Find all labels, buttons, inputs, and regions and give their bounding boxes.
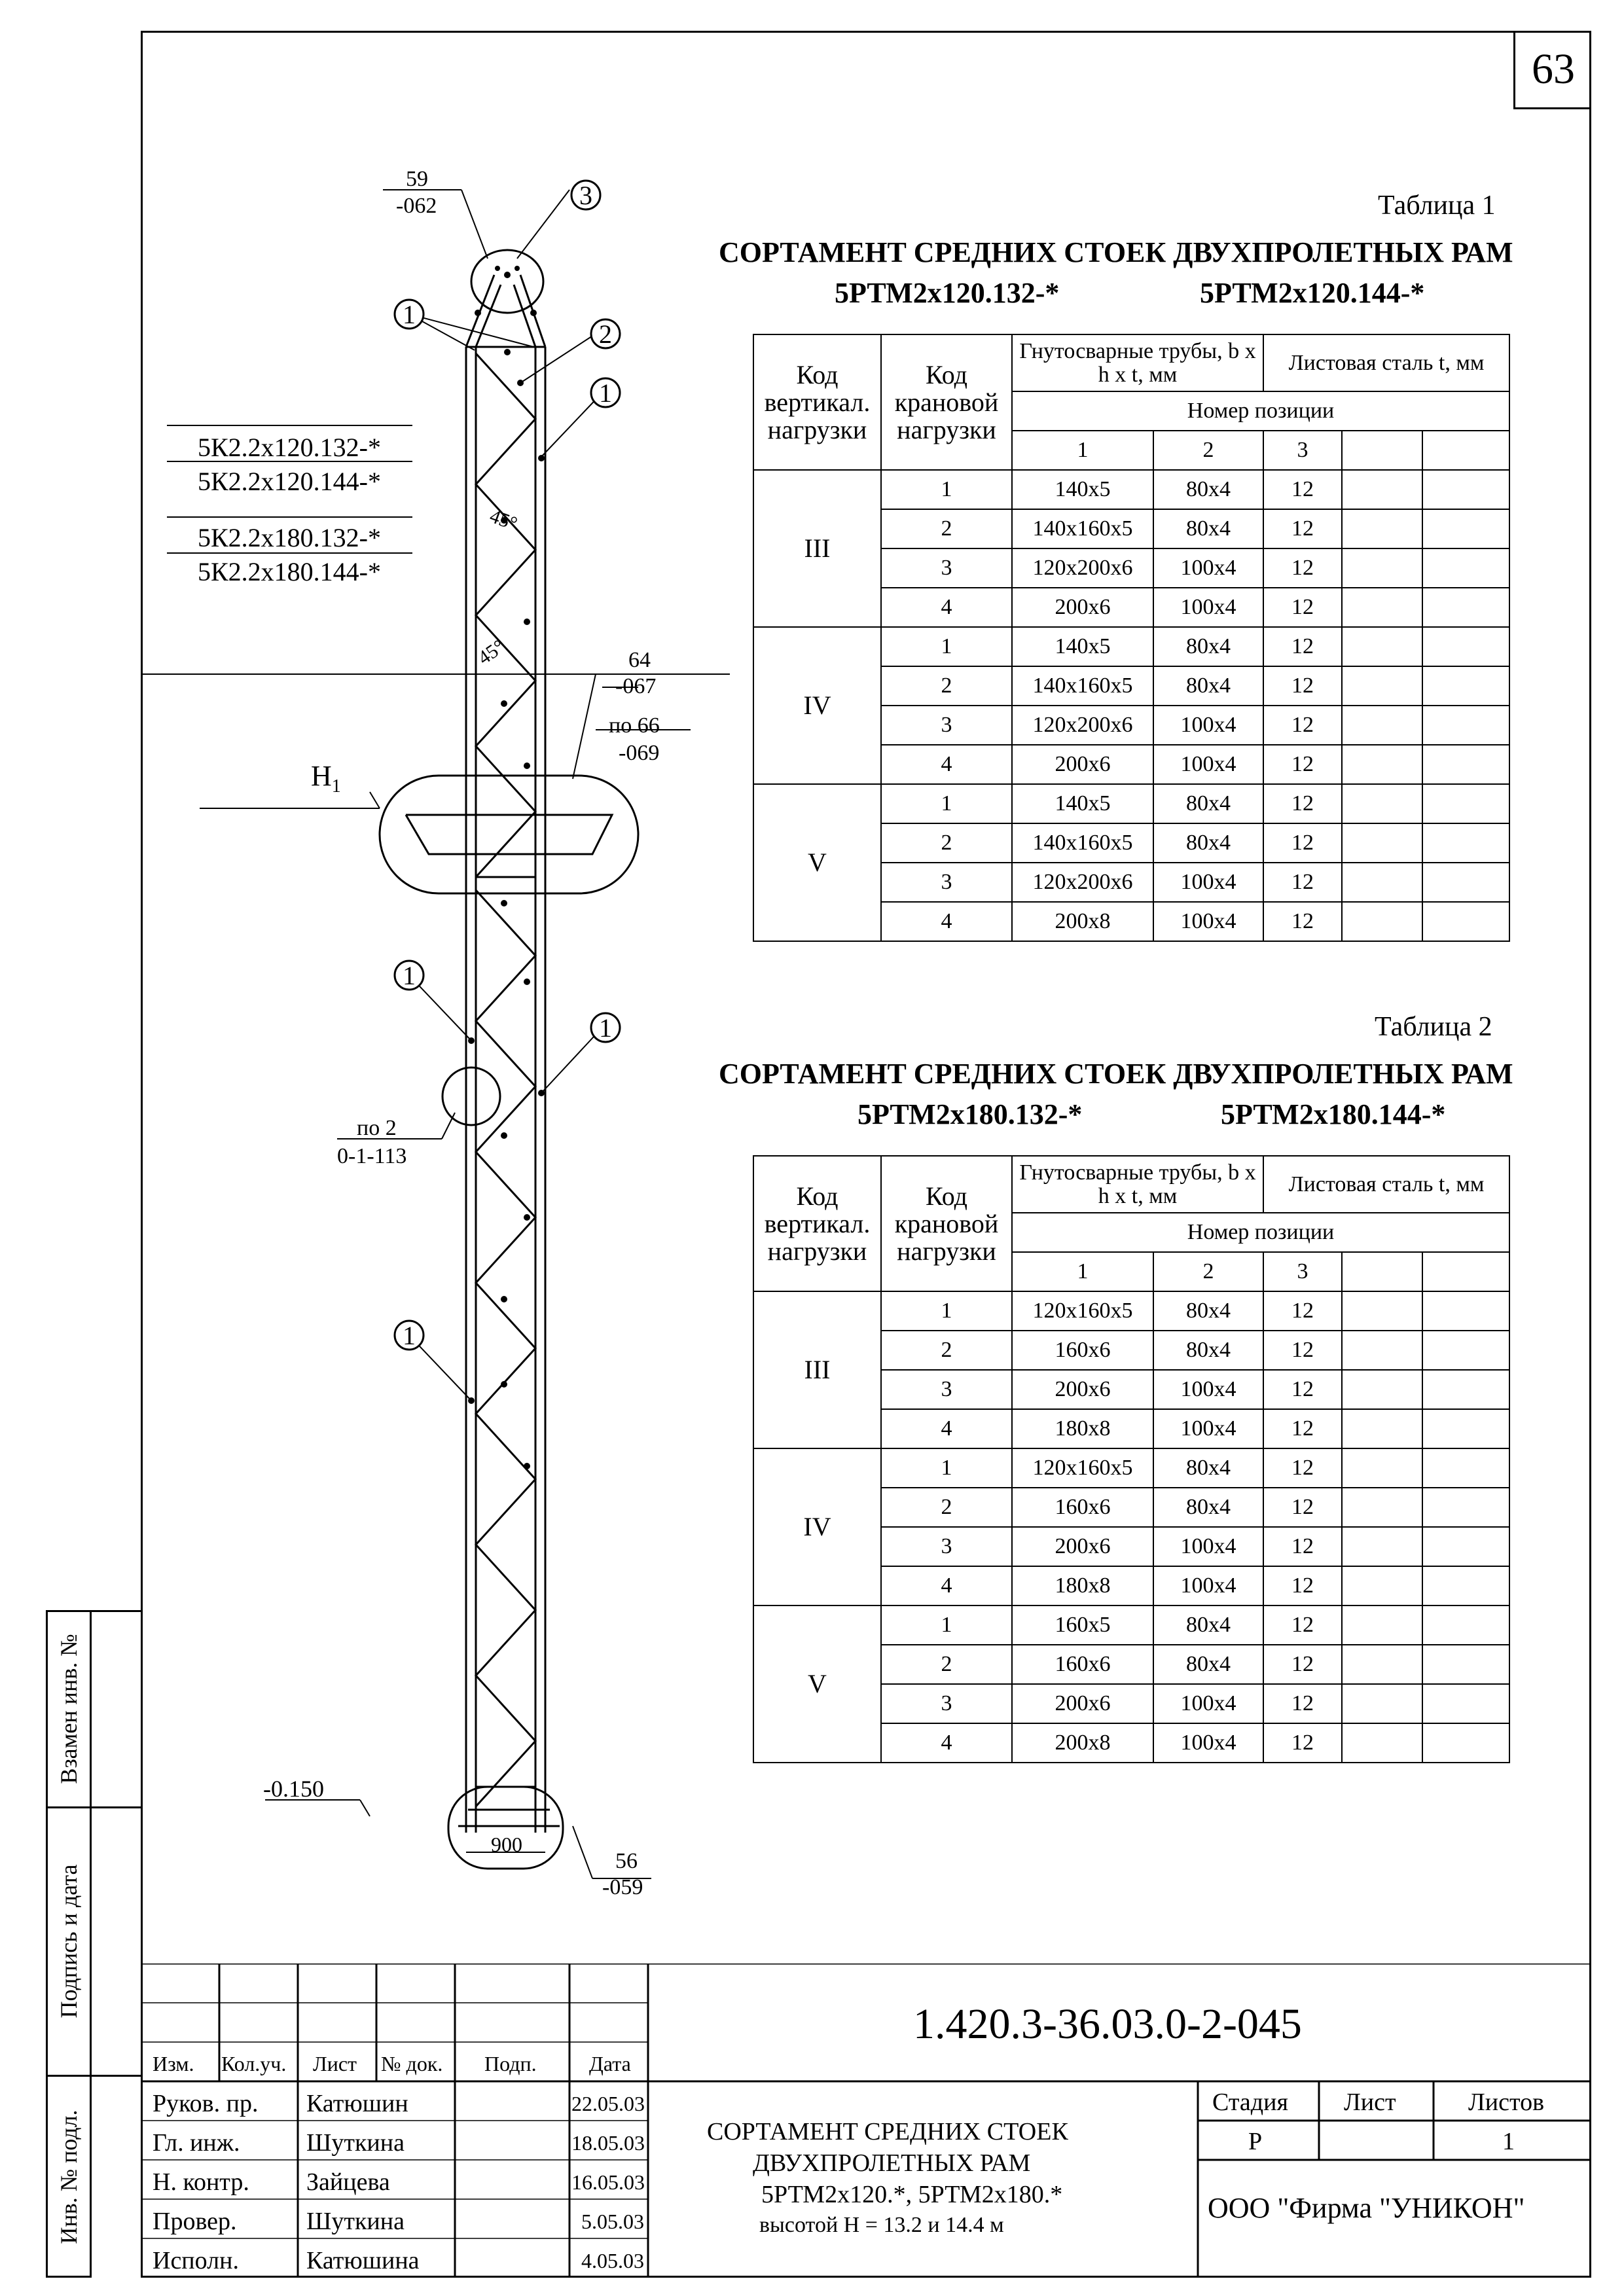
table-cell: 12 bbox=[1263, 1566, 1342, 1605]
t2-col-vert: Код вертикал. нагрузки bbox=[753, 1156, 881, 1291]
person-date: 4.05.03 bbox=[581, 2249, 644, 2272]
angle-label-2: 45° bbox=[474, 636, 509, 670]
table-cell bbox=[1342, 823, 1422, 863]
table-cell: 12 bbox=[1263, 745, 1342, 784]
ref-mid-num: 64 bbox=[628, 648, 651, 672]
svg-text:1: 1 bbox=[599, 1013, 612, 1043]
table-cell: 160x6 bbox=[1012, 1645, 1153, 1684]
table2-title-line2a: 5РТМ2x180.132-* bbox=[857, 1098, 1083, 1130]
margin-divider-outer bbox=[92, 1610, 141, 2278]
table-cell bbox=[1342, 1723, 1422, 1763]
table-cell: 80x4 bbox=[1153, 1331, 1263, 1370]
table1 bbox=[753, 334, 1510, 942]
t2-group-code: III bbox=[753, 1291, 881, 1448]
table-cell: 80x4 bbox=[1153, 509, 1263, 548]
table-cell bbox=[1342, 666, 1422, 706]
table-cell: 80x4 bbox=[1153, 627, 1263, 666]
t1-pos-1: 1 bbox=[1012, 431, 1153, 470]
person-date: 18.05.03 bbox=[571, 2131, 645, 2155]
table-cell: 120x160x5 bbox=[1012, 1291, 1153, 1331]
level-label: -0.150 bbox=[263, 1776, 324, 1802]
table-cell bbox=[1422, 627, 1509, 666]
title-line3: 5РТМ2x120.*, 5РТМ2x180.* bbox=[761, 2181, 1063, 2208]
table-cell bbox=[1342, 1684, 1422, 1723]
table-cell bbox=[1422, 666, 1509, 706]
svg-text:1: 1 bbox=[403, 961, 416, 990]
rev-header-doc: № док. bbox=[381, 2052, 443, 2075]
table-cell bbox=[1422, 470, 1509, 509]
t1-body bbox=[753, 470, 1509, 941]
table-cell: 4 bbox=[881, 902, 1012, 941]
table-cell: 80x4 bbox=[1153, 1448, 1263, 1488]
table-cell: 200x6 bbox=[1012, 745, 1153, 784]
doc-code: 1.420.3-36.03.0-2-045 bbox=[913, 2000, 1302, 2048]
person-name: Зайцева bbox=[306, 2168, 390, 2196]
table-cell: 3 bbox=[881, 548, 1012, 588]
table-cell: 12 bbox=[1263, 863, 1342, 902]
margin-podpis-label: Подпись и дата bbox=[56, 1864, 82, 2018]
table-cell: 160x6 bbox=[1012, 1488, 1153, 1527]
table-cell: 80x4 bbox=[1153, 1645, 1263, 1684]
table-cell: 160x6 bbox=[1012, 1331, 1153, 1370]
table-cell bbox=[1342, 784, 1422, 823]
table-cell: 4 bbox=[881, 1409, 1012, 1448]
t1-pos-empty bbox=[1342, 431, 1422, 470]
t2-pos-3: 3 bbox=[1263, 1252, 1342, 1291]
table-cell: 140x160x5 bbox=[1012, 823, 1153, 863]
table-cell bbox=[1342, 1409, 1422, 1448]
table-cell: 100x4 bbox=[1153, 1566, 1263, 1605]
table-cell: 1 bbox=[881, 1448, 1012, 1488]
table2 bbox=[753, 1155, 1510, 1763]
table-cell: 80x4 bbox=[1153, 1488, 1263, 1527]
table-cell bbox=[1422, 1370, 1509, 1409]
table-cell: 120x200x6 bbox=[1012, 548, 1153, 588]
table-cell bbox=[1422, 863, 1509, 902]
table-cell: 140x160x5 bbox=[1012, 509, 1153, 548]
table-cell bbox=[1342, 1448, 1422, 1488]
table-cell: 4 bbox=[881, 1723, 1012, 1763]
page-number: 63 bbox=[1513, 31, 1591, 109]
table-cell: 100x4 bbox=[1153, 588, 1263, 627]
table-cell bbox=[1422, 1291, 1509, 1331]
table-cell bbox=[1342, 1605, 1422, 1645]
person-role: Гл. инж. bbox=[153, 2129, 240, 2157]
h1-label: $H_1$ bbox=[311, 760, 341, 797]
table-cell: 180x8 bbox=[1012, 1566, 1153, 1605]
table-cell: 12 bbox=[1263, 1370, 1342, 1409]
sheets-value: 1 bbox=[1502, 2128, 1515, 2155]
ref-node-num: по 2 bbox=[357, 1116, 397, 1140]
t1-group-code: V bbox=[753, 784, 881, 941]
t2-pos-empty bbox=[1342, 1252, 1422, 1291]
table-cell: 100x4 bbox=[1153, 1684, 1263, 1723]
ref-top-den: -062 bbox=[396, 194, 437, 218]
table1-caption: Таблица 1 bbox=[1378, 190, 1496, 221]
table2-caption: Таблица 2 bbox=[1375, 1012, 1492, 1042]
person-date: 16.05.03 bbox=[571, 2170, 645, 2194]
ref-mid2-num: по 66 bbox=[609, 713, 660, 738]
table-cell bbox=[1342, 706, 1422, 745]
table-cell bbox=[1342, 509, 1422, 548]
person-role: Провер. bbox=[153, 2208, 237, 2235]
table-cell: 2 bbox=[881, 823, 1012, 863]
table-cell: 100x4 bbox=[1153, 745, 1263, 784]
rev-header-list: Лист bbox=[313, 2052, 357, 2075]
ref-node-den: 0-1-113 bbox=[337, 1144, 407, 1168]
table-cell: 80x4 bbox=[1153, 1291, 1263, 1331]
rev-header-date: Дата bbox=[589, 2052, 631, 2075]
t1-group-code: III bbox=[753, 470, 881, 627]
table-cell bbox=[1342, 1291, 1422, 1331]
t2-group-code: V bbox=[753, 1605, 881, 1763]
table-cell: 80x4 bbox=[1153, 784, 1263, 823]
svg-text:1: 1 bbox=[599, 378, 612, 408]
title-line4: высотой H = 13.2 и 14.4 м bbox=[759, 2213, 1004, 2237]
person-date: 5.05.03 bbox=[581, 2210, 644, 2233]
table-cell: 200x6 bbox=[1012, 1527, 1153, 1566]
table-cell: 12 bbox=[1263, 1605, 1342, 1645]
table1-title-line2b: 5РТМ2x120.144-* bbox=[1200, 277, 1425, 309]
t2-pos-1: 1 bbox=[1012, 1252, 1153, 1291]
svg-text:2: 2 bbox=[599, 319, 612, 349]
table-cell: 2 bbox=[881, 509, 1012, 548]
table-cell: 180x8 bbox=[1012, 1409, 1153, 1448]
table-cell: 200x6 bbox=[1012, 1370, 1153, 1409]
t2-col-pos: Номер позиции bbox=[1012, 1213, 1509, 1252]
table-cell bbox=[1342, 627, 1422, 666]
table-cell bbox=[1422, 509, 1509, 548]
person-role: Н. контр. bbox=[153, 2168, 249, 2196]
table-cell: 12 bbox=[1263, 588, 1342, 627]
table-cell bbox=[1422, 1527, 1509, 1566]
margin-inv-label: Инв. № подл. bbox=[56, 2109, 82, 2244]
t1-group-code: IV bbox=[753, 627, 881, 784]
table-cell: 120x200x6 bbox=[1012, 706, 1153, 745]
t1-col-crane: Код крановой нагрузки bbox=[881, 334, 1012, 470]
table-cell bbox=[1422, 1409, 1509, 1448]
person-name: Шуткина bbox=[306, 2129, 405, 2157]
table-cell: 100x4 bbox=[1153, 1370, 1263, 1409]
table-cell: 12 bbox=[1263, 1291, 1342, 1331]
table-cell bbox=[1342, 470, 1422, 509]
table-cell: 12 bbox=[1263, 1527, 1342, 1566]
table-cell: 3 bbox=[881, 1527, 1012, 1566]
svg-text:1: 1 bbox=[403, 300, 416, 329]
t1-col-tubes: Гнутосварные трубы, b x h x t, мм bbox=[1012, 334, 1263, 391]
person-role: Исполн. bbox=[153, 2247, 239, 2274]
t2-body bbox=[753, 1291, 1509, 1763]
table-cell bbox=[1342, 1527, 1422, 1566]
label-5k-4: 5К2.2x180.144-* bbox=[198, 557, 381, 586]
table-cell: 1 bbox=[881, 627, 1012, 666]
table-cell bbox=[1422, 1645, 1509, 1684]
table-cell: 4 bbox=[881, 588, 1012, 627]
table-cell: 12 bbox=[1263, 1488, 1342, 1527]
t1-pos-empty bbox=[1422, 431, 1509, 470]
person-role: Руков. пр. bbox=[153, 2090, 259, 2117]
table-cell: 12 bbox=[1263, 823, 1342, 863]
table-cell bbox=[1422, 1331, 1509, 1370]
table-cell bbox=[1342, 1370, 1422, 1409]
table-cell: 100x4 bbox=[1153, 902, 1263, 941]
base-width-label: 900 bbox=[491, 1833, 522, 1856]
table-cell bbox=[1422, 823, 1509, 863]
label-5k-3: 5К2.2x180.132-* bbox=[198, 523, 381, 552]
table1-title-line1: СОРТАМЕНТ СРЕДНИХ СТОЕК ДВУХПРОЛЕТНЫХ РАМ bbox=[719, 236, 1513, 268]
table-cell: 1 bbox=[881, 1605, 1012, 1645]
ref-bot-num: 56 bbox=[615, 1849, 638, 1873]
table-cell: 80x4 bbox=[1153, 666, 1263, 706]
table-cell: 1 bbox=[881, 784, 1012, 823]
table-cell: 80x4 bbox=[1153, 823, 1263, 863]
table-cell: 120x200x6 bbox=[1012, 863, 1153, 902]
table-cell: 2 bbox=[881, 1645, 1012, 1684]
table-cell bbox=[1422, 1723, 1509, 1763]
t2-col-tubes: Гнутосварные трубы, b x h x t, мм bbox=[1012, 1156, 1263, 1213]
table-cell: 100x4 bbox=[1153, 1723, 1263, 1763]
table-cell: 12 bbox=[1263, 666, 1342, 706]
table-cell bbox=[1342, 745, 1422, 784]
table-cell bbox=[1422, 1684, 1509, 1723]
t1-col-vert: Код вертикал. нагрузки bbox=[753, 334, 881, 470]
company-name: ООО "Фирма "УНИКОН" bbox=[1208, 2192, 1525, 2224]
label-5k-2: 5К2.2x120.144-* bbox=[198, 467, 381, 496]
stage-value: Р bbox=[1248, 2128, 1263, 2155]
table2-title-line1: СОРТАМЕНТ СРЕДНИХ СТОЕК ДВУХПРОЛЕТНЫХ РАМ bbox=[719, 1058, 1513, 1090]
table-cell: 12 bbox=[1263, 1409, 1342, 1448]
t2-col-crane: Код крановой нагрузки bbox=[881, 1156, 1012, 1291]
table-cell: 12 bbox=[1263, 902, 1342, 941]
table-cell bbox=[1342, 1645, 1422, 1684]
table-cell bbox=[1342, 588, 1422, 627]
table-cell: 4 bbox=[881, 745, 1012, 784]
table-cell bbox=[1422, 588, 1509, 627]
table-cell bbox=[1422, 548, 1509, 588]
table-cell: 100x4 bbox=[1153, 863, 1263, 902]
t2-col-sheet: Листовая сталь t, мм bbox=[1263, 1156, 1509, 1213]
table-cell: 3 bbox=[881, 1370, 1012, 1409]
t1-col-pos: Номер позиции bbox=[1012, 391, 1509, 431]
table-cell: 12 bbox=[1263, 1331, 1342, 1370]
person-name: Катюшина bbox=[306, 2247, 420, 2274]
table-cell: 12 bbox=[1263, 1645, 1342, 1684]
table-cell: 140x5 bbox=[1012, 627, 1153, 666]
person-name: Катюшин bbox=[306, 2090, 408, 2117]
rev-header-podp: Подп. bbox=[484, 2052, 537, 2075]
table-cell: 200x6 bbox=[1012, 1684, 1153, 1723]
title-line1: СОРТАМЕНТ СРЕДНИХ СТОЕК bbox=[707, 2118, 1068, 2145]
table-cell bbox=[1422, 1488, 1509, 1527]
table-cell: 12 bbox=[1263, 784, 1342, 823]
svg-text:1: 1 bbox=[403, 1321, 416, 1350]
ref-bot-den: -059 bbox=[602, 1875, 643, 1899]
table-cell: 140x5 bbox=[1012, 784, 1153, 823]
table-cell: 2 bbox=[881, 1488, 1012, 1527]
t2-group-code: IV bbox=[753, 1448, 881, 1605]
label-5k-1: 5К2.2x120.132-* bbox=[198, 433, 381, 462]
table-cell: 12 bbox=[1263, 1723, 1342, 1763]
t2-pos-empty bbox=[1422, 1252, 1509, 1291]
rev-header-kolvo: Кол.уч. bbox=[221, 2052, 287, 2075]
table-cell: 120x160x5 bbox=[1012, 1448, 1153, 1488]
table-cell: 200x8 bbox=[1012, 1723, 1153, 1763]
table-cell bbox=[1422, 1605, 1509, 1645]
table-cell bbox=[1422, 1566, 1509, 1605]
ref-top-num: 59 bbox=[406, 167, 428, 191]
table-cell bbox=[1342, 548, 1422, 588]
table-cell: 12 bbox=[1263, 470, 1342, 509]
t1-col-sheet: Листовая сталь t, мм bbox=[1263, 334, 1509, 391]
table2-title-line2b: 5РТМ2x180.144-* bbox=[1221, 1098, 1446, 1130]
table-cell: 12 bbox=[1263, 509, 1342, 548]
table-cell bbox=[1342, 1566, 1422, 1605]
table-cell: 1 bbox=[881, 470, 1012, 509]
table-cell: 3 bbox=[881, 706, 1012, 745]
table-cell: 2 bbox=[881, 1331, 1012, 1370]
table1-title-line2a: 5РТМ2x120.132-* bbox=[835, 277, 1060, 309]
t1-pos-3: 3 bbox=[1263, 431, 1342, 470]
margin-zamen-label: Взамен инв. № bbox=[56, 1634, 82, 1784]
table-cell bbox=[1422, 745, 1509, 784]
table-cell: 3 bbox=[881, 863, 1012, 902]
sheet-header: Лист bbox=[1344, 2089, 1396, 2116]
table-cell bbox=[1422, 706, 1509, 745]
table-cell: 2 bbox=[881, 666, 1012, 706]
table-cell: 12 bbox=[1263, 627, 1342, 666]
table-cell: 100x4 bbox=[1153, 1409, 1263, 1448]
table-cell bbox=[1342, 863, 1422, 902]
table-cell: 12 bbox=[1263, 706, 1342, 745]
table-cell bbox=[1342, 902, 1422, 941]
stage-header: Стадия bbox=[1212, 2089, 1288, 2116]
table-cell: 12 bbox=[1263, 1448, 1342, 1488]
t2-pos-2: 2 bbox=[1153, 1252, 1263, 1291]
sheets-header: Листов bbox=[1468, 2089, 1545, 2116]
person-name: Шуткина bbox=[306, 2208, 405, 2235]
column-drawing bbox=[141, 111, 730, 1931]
table-cell: 80x4 bbox=[1153, 470, 1263, 509]
table-cell: 100x4 bbox=[1153, 706, 1263, 745]
rev-header-izm: Изм. bbox=[153, 2052, 194, 2075]
table-cell: 1 bbox=[881, 1291, 1012, 1331]
table-cell: 12 bbox=[1263, 1684, 1342, 1723]
table-cell: 4 bbox=[881, 1566, 1012, 1605]
table-cell bbox=[1342, 1488, 1422, 1527]
table-cell bbox=[1422, 902, 1509, 941]
table-cell: 12 bbox=[1263, 548, 1342, 588]
table-cell bbox=[1422, 1448, 1509, 1488]
table-cell: 80x4 bbox=[1153, 1605, 1263, 1645]
t1-pos-2: 2 bbox=[1153, 431, 1263, 470]
table-cell: 100x4 bbox=[1153, 548, 1263, 588]
table-cell bbox=[1342, 1331, 1422, 1370]
table-cell: 100x4 bbox=[1153, 1527, 1263, 1566]
table-cell: 140x160x5 bbox=[1012, 666, 1153, 706]
table-cell bbox=[1422, 784, 1509, 823]
table-cell: 200x8 bbox=[1012, 902, 1153, 941]
ref-mid2-den: -069 bbox=[619, 741, 660, 765]
title-line2: ДВУХПРОЛЕТНЫХ РАМ bbox=[753, 2149, 1031, 2177]
table-cell: 160x5 bbox=[1012, 1605, 1153, 1645]
table-cell: 200x6 bbox=[1012, 588, 1153, 627]
svg-text:3: 3 bbox=[579, 181, 592, 210]
person-date: 22.05.03 bbox=[571, 2092, 645, 2115]
angle-label-1: 45° bbox=[486, 505, 520, 535]
ref-mid-den: -067 bbox=[615, 674, 657, 698]
table-cell: 3 bbox=[881, 1684, 1012, 1723]
table-cell: 140x5 bbox=[1012, 470, 1153, 509]
